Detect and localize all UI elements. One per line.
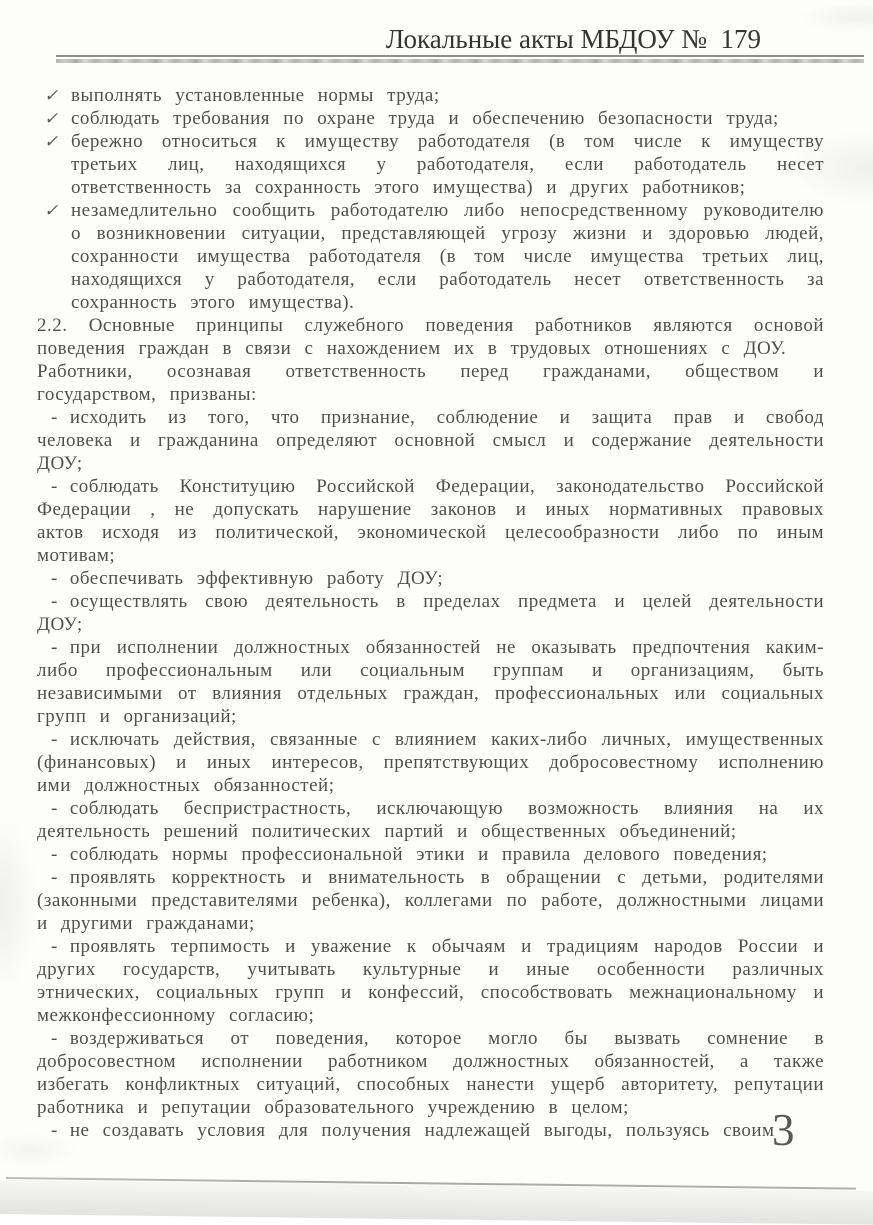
check-list-item-text: выполнять установленные нормы труда; xyxy=(71,85,440,106)
check-list-item-text: бережно относиться к имуществу работодателя (в том числе к имуществу третьих лиц, находящихся у работодателя, если работодатель несет ответственность за сохранность этого имущества) и других работников; xyxy=(71,131,824,198)
paragraph-workers: Работники, осознавая ответственность перед гражданами, обществом и государством, призваны: xyxy=(37,361,824,405)
dash-list-item-text: обеспечивать эффективную работу ДОУ; xyxy=(69,568,444,589)
dash-list-item xyxy=(37,475,824,567)
dash-marker: - xyxy=(51,867,58,888)
check-list-item-text: соблюдать требования по охране труда и обеспечению безопасности труда; xyxy=(71,108,779,129)
dash-marker: - xyxy=(51,637,58,658)
dash-marker: - xyxy=(51,407,58,428)
dash-list-item xyxy=(37,590,824,636)
header-rule-top xyxy=(56,55,864,57)
dash-list-item-text: не создавать условия для получения надлежащей выгоды, пользуясь своим xyxy=(69,1120,775,1141)
dash-list-item-text: соблюдать беспристрастность, исключающую возможность влияния на их деятельность решений политических партий и общественных объединений; xyxy=(37,798,824,842)
paragraph-2-2: 2.2. Основные принципы служебного поведения работников являются основой поведения граждан в связи с нахождением их в трудовых отношениях с ДОУ. xyxy=(37,315,824,359)
dash-list-item-text: исключать действия, связанные с влиянием каких-либо личных, имущественных (финансовых) и иных интересов, препятствующих добросовестному исполнению ими должностных обязанностей; xyxy=(37,729,824,796)
check-list-item xyxy=(37,84,824,107)
checkmark-icon: ✓ xyxy=(44,201,59,220)
dash-marker: - xyxy=(51,476,58,497)
dash-list-item xyxy=(37,728,824,797)
dash-list-item xyxy=(37,567,824,590)
dash-list-item-text: соблюдать Конституцию Российской Федерации, законодательство Российской Федерации , не допускать нарушение законов и иных нормативных правовых актов исходя из политической, экономической целесообразности либо по иным мотивам; xyxy=(37,476,824,566)
check-list-item-text: незамедлительно сообщить работодателю либо непосредственному руководителю о возникновении ситуации, представляющей угрозу жизни и здоровью людей, сохранности имущества работодателя (в том числе имущества третьих лиц, находящихся у работодателя, если работодатель несет ответственность за сохранность этого имущества). xyxy=(71,200,824,313)
dash-list-item xyxy=(37,866,824,935)
check-list-item xyxy=(37,199,824,314)
header-rule-band xyxy=(56,59,864,63)
dash-list-item xyxy=(37,935,824,1027)
dash-list-item xyxy=(37,636,824,728)
check-list-item xyxy=(37,130,824,199)
dash-list-item xyxy=(37,1119,824,1142)
dash-list-item-text: проявлять терпимость и уважение к обычаям и традициям народов России и других государств, учитывать культурные и иные особенности различных этнических, социальных групп и конфессий, способствовать межнациональному и межконфессионному согласию; xyxy=(37,936,824,1026)
checkmark-icon: ✓ xyxy=(44,132,59,151)
dash-marker: - xyxy=(51,1120,58,1141)
dash-list-item-text: при исполнении должностных обязанностей не оказывать предпочтения каким-либо профессиональным или социальным группам и организациям, быть независимыми от влияния отдельных граждан, профессиональных или социальных групп и организаций; xyxy=(37,637,824,727)
dash-marker: - xyxy=(51,568,58,589)
checkmark-icon: ✓ xyxy=(44,109,59,128)
check-list-item xyxy=(37,107,824,130)
dash-list-item xyxy=(37,1027,824,1119)
dash-list-item-text: осуществлять свою деятельность в пределах предмета и целей деятельности ДОУ; xyxy=(37,591,824,635)
header-title: Локальные акты МБДОУ № 179 xyxy=(385,24,761,54)
dash-marker: - xyxy=(51,591,58,612)
checkmark-icon: ✓ xyxy=(44,86,59,105)
dash-marker: - xyxy=(51,798,58,819)
dash-list-item-text: проявлять корректность и внимательность в обращении с детьми, родителями (законными представителями ребенка), коллегами по работе, должностными лицами и другими гражданами; xyxy=(37,867,824,934)
dash-list-item xyxy=(37,406,824,475)
dash-list-item-text: исходить из того, что признание, соблюдение и защита прав и свобод человека и гражданина определяют основной смысл и содержание деятельности ДОУ; xyxy=(37,407,824,474)
page-number: 3 xyxy=(772,1105,795,1155)
dash-marker: - xyxy=(51,936,58,957)
dash-list-item xyxy=(37,797,824,843)
dash-list-item-text: воздерживаться от поведения, которое могло бы вызвать сомнение в добросовестном исполнении работником должностных обязанностей, а также избегать конфликтных ситуаций, способных нанести ущерб авторитету, репутации работника и репутации образовательного учреждению в целом; xyxy=(37,1028,824,1118)
document-body xyxy=(37,84,824,1142)
dash-marker: - xyxy=(51,844,58,865)
dash-list-item-text: соблюдать нормы профессиональной этики и правила делового поведения; xyxy=(69,844,768,865)
dash-marker: - xyxy=(51,729,58,750)
dash-list-item xyxy=(37,843,824,866)
dash-marker: - xyxy=(51,1028,58,1049)
